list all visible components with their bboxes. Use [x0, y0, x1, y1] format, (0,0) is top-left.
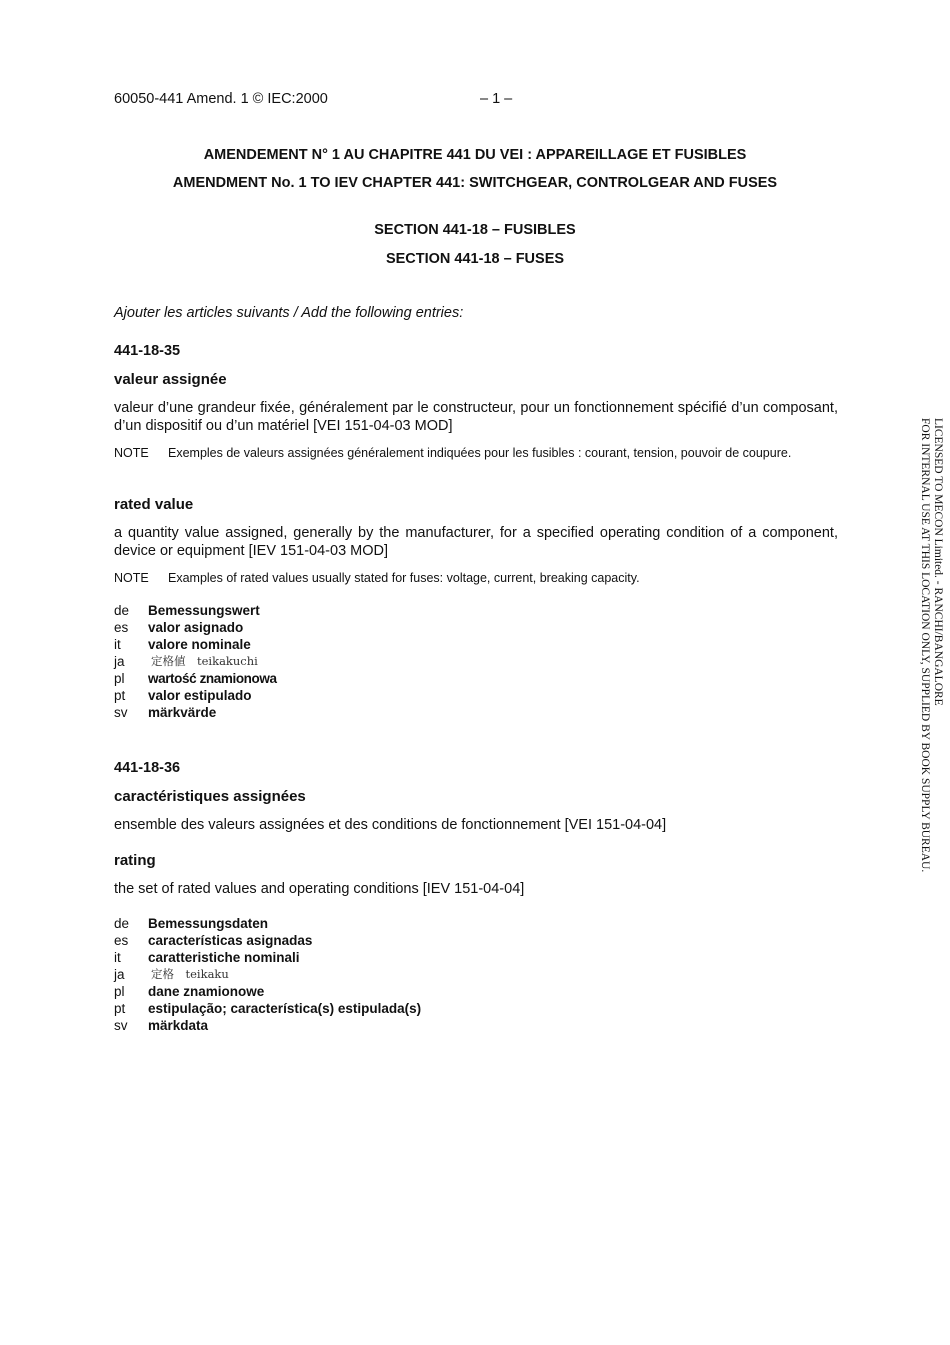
lang-row-sv — [114, 704, 838, 721]
definition-en: a quantity value assigned, generally by the manufacturer, for a specified operating condition of a component, device or equipment [IEV 151-04-03 MOD] — [114, 525, 838, 559]
lang-row-ja — [114, 653, 838, 670]
lang-code: pl — [114, 671, 125, 686]
license-line-1: LICENSED TO MECON Limited. - RANCHI/BANGALORE — [932, 418, 944, 706]
lang-row-pt — [114, 1000, 838, 1017]
definition-en: the set of rated values and operating conditions [IEV 151-04-04] — [114, 881, 525, 897]
lang-code: it — [114, 950, 121, 965]
entry-number: 441-18-35 — [114, 343, 181, 359]
lang-term: märkvärde — [148, 705, 217, 720]
lang-row-it — [114, 949, 838, 966]
lang-row-pt — [114, 687, 838, 704]
lang-code: es — [114, 620, 129, 635]
lang-code: pt — [114, 1001, 126, 1016]
lang-term: valor asignado — [148, 620, 244, 635]
lang-term: características asignadas — [148, 933, 313, 948]
language-equivalents — [114, 602, 838, 721]
page-number: – 1 – — [480, 91, 513, 107]
lang-code: it — [114, 637, 121, 652]
note-text: Exemples de valeurs assignées généralement indiquées pour les fusibles : courant, tension, pouvoir de coupure. — [168, 446, 792, 460]
lang-row-pl — [114, 983, 838, 1000]
lang-code: pt — [114, 688, 126, 703]
title-fr: AMENDEMENT N° 1 AU CHAPITRE 441 DU VEI : APPAREILLAGE ET FUSIBLES — [203, 147, 747, 163]
section-title-en: SECTION 441-18 – FUSES — [385, 251, 565, 267]
lang-code: de — [114, 603, 130, 618]
definition-fr: ensemble des valeurs assignées et des conditions de fonctionnement [VEI 151-04-04] — [114, 817, 667, 833]
lang-row-es — [114, 932, 838, 949]
title-en: AMENDMENT No. 1 TO IEV CHAPTER 441: SWITCHGEAR, CONTROLGEAR AND FUSES — [172, 175, 778, 191]
lang-term: wartość znamionowa — [148, 671, 277, 686]
license-line-2: FOR INTERNAL USE AT THIS LOCATION ONLY, SUPPLIED BY BOOK SUPPLY BUREAU. — [919, 418, 931, 873]
note-label: NOTE — [114, 571, 149, 585]
lang-row-it — [114, 636, 838, 653]
term-en: rated value — [114, 496, 194, 513]
section-title-fr: SECTION 441-18 – FUSIBLES — [374, 222, 576, 238]
lang-code: de — [114, 916, 130, 931]
intro-text: Ajouter les articles suivants / Add the following entries: — [114, 305, 464, 321]
lang-term: 定格 teikaku — [151, 967, 229, 981]
language-equivalents — [114, 915, 838, 1034]
lang-row-de — [114, 602, 838, 619]
lang-code: es — [114, 933, 129, 948]
lang-row-es — [114, 619, 838, 636]
lang-term: Bemessungswert — [148, 603, 260, 618]
lang-code: pl — [114, 984, 125, 999]
lang-term: dane znamionowe — [148, 984, 265, 999]
lang-row-sv — [114, 1017, 838, 1034]
lang-term: estipulação; característica(s) estipulada(s) — [148, 1001, 422, 1016]
lang-code: ja — [114, 654, 125, 669]
lang-term: caratteristiche nominali — [148, 950, 300, 965]
lang-code: ja — [114, 967, 125, 982]
note-text: Examples of rated values usually stated for fuses: voltage, current, breaking capacity. — [168, 571, 640, 585]
definition-fr: valeur d’une grandeur fixée, généralement par le constructeur, pour un fonctionnement spécifié d’un composant, d’un dispositif ou d’un matériel [VEI 151-04-03 MOD] — [114, 400, 838, 434]
lang-code: sv — [114, 1018, 128, 1033]
note-label: NOTE — [114, 446, 149, 460]
term-fr: caractéristiques assignées — [114, 788, 306, 805]
lang-row-de — [114, 915, 838, 932]
lang-term: valore nominale — [148, 637, 251, 652]
lang-term: 定格値 teikakuchi — [151, 654, 258, 668]
lang-term: valor estipulado — [148, 688, 252, 703]
term-fr: valeur assignée — [114, 371, 227, 388]
lang-row-ja — [114, 966, 838, 983]
term-en: rating — [114, 852, 156, 869]
lang-code: sv — [114, 705, 128, 720]
lang-term: märkdata — [148, 1018, 209, 1033]
note-fr — [114, 445, 838, 461]
note-en — [114, 570, 838, 586]
entry-number: 441-18-36 — [114, 760, 181, 776]
license-watermark — [918, 418, 944, 872]
lang-row-pl — [114, 670, 838, 687]
lang-term: Bemessungsdaten — [148, 916, 269, 931]
header-reference: 60050-441 Amend. 1 © IEC:2000 — [114, 91, 328, 107]
